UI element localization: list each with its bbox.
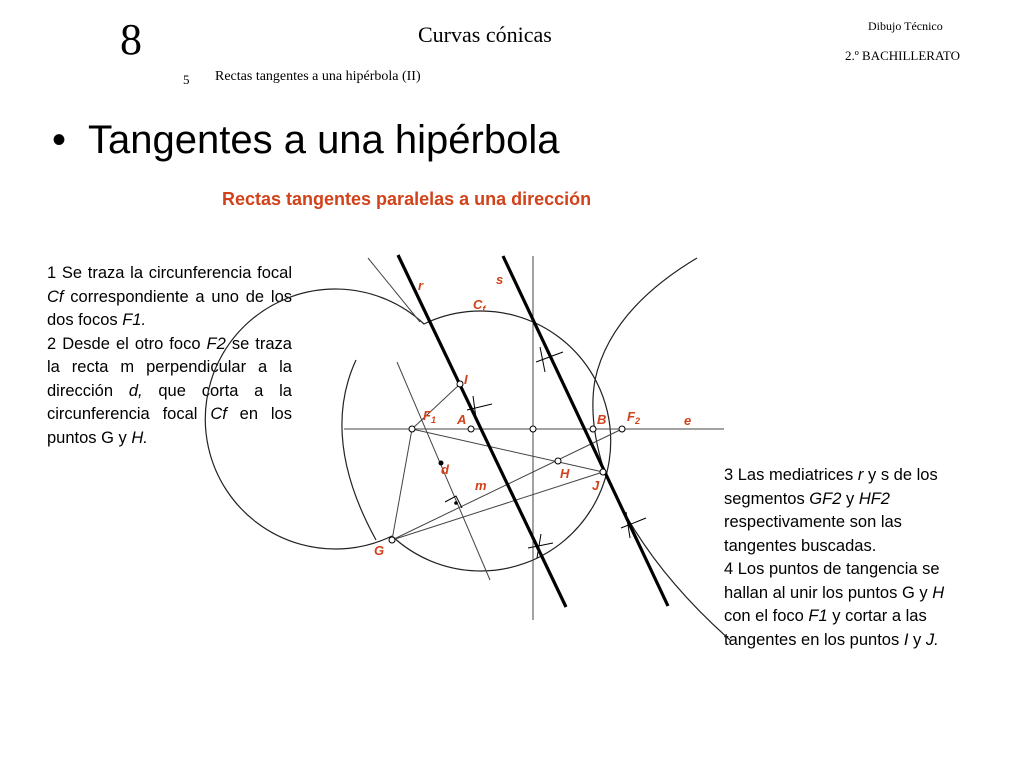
- tangent-s: [503, 256, 668, 606]
- point-f2: [619, 426, 625, 432]
- bullet-marker: •: [52, 118, 67, 162]
- helper-line-top: [368, 258, 420, 322]
- point-f1: [409, 426, 415, 432]
- chapter-number: 8: [120, 15, 142, 64]
- main-heading-text: Tangentes a una hipérbola: [88, 118, 560, 162]
- tick-mark: [540, 347, 545, 372]
- label-a: A: [457, 412, 467, 427]
- step-text: y: [841, 489, 859, 508]
- step-italic: F1.: [122, 311, 147, 329]
- point-a: [468, 426, 474, 432]
- step-text: 4 Los puntos de tangencia se hallan al unir los puntos G y: [724, 560, 940, 602]
- label-f2: [627, 409, 640, 426]
- step-italic: H.: [131, 428, 148, 447]
- label-s: s: [496, 272, 504, 287]
- label-f1-sub: 1: [430, 415, 436, 425]
- label-f2-main: F: [627, 409, 635, 424]
- sub-heading: Rectas tangentes paralelas a una dirección: [222, 189, 592, 209]
- label-e: e: [684, 413, 692, 428]
- hyperbola-left-branch: [342, 360, 376, 540]
- step-italic: Cf: [210, 405, 227, 423]
- label-f2-sub: 2: [634, 416, 640, 426]
- step-text: 2 Desde el otro foco: [47, 334, 207, 353]
- point-j: [600, 469, 606, 475]
- label-f1: [423, 408, 436, 425]
- section-title: Rectas tangentes a una hipérbola (II): [215, 69, 421, 84]
- step-italic: F1: [808, 607, 828, 625]
- step-italic: H: [932, 583, 945, 602]
- step-italic: HF2: [858, 489, 890, 508]
- step-italic: I: [903, 630, 909, 649]
- point-center: [530, 426, 536, 432]
- line-f1-g: [392, 429, 412, 540]
- step-italic: Cf: [47, 287, 64, 306]
- label-b: B: [597, 412, 607, 427]
- line-f1-i: [412, 384, 460, 429]
- step-text: correspondiente a uno de los dos focos: [47, 287, 292, 329]
- label-cf: [473, 297, 486, 314]
- point-i: [457, 381, 463, 387]
- step-italic: GF2: [809, 489, 842, 508]
- point-h: [555, 458, 561, 464]
- hyperbola-right-branch: [593, 258, 730, 640]
- label-i: I: [464, 372, 468, 387]
- step-italic: J.: [925, 630, 939, 649]
- step-text: y cortar a las tangentes en los puntos: [724, 607, 927, 649]
- label-f1-main: F: [423, 408, 431, 423]
- step-italic: d,: [128, 381, 143, 400]
- step-text: se traza la recta m perpendicular a la dirección: [47, 334, 292, 400]
- step-text: en los puntos G y: [47, 405, 292, 447]
- label-d: d: [441, 462, 449, 477]
- label-m: m: [475, 478, 487, 493]
- point-b: [590, 426, 596, 432]
- right-angle-dot: [454, 501, 458, 505]
- step-text: que corta a la circunferencia focal: [47, 381, 292, 423]
- tick-mark: [621, 518, 646, 528]
- subject-label: Dibujo Técnico: [868, 19, 943, 33]
- chapter-title: Curvas cónicas: [418, 22, 552, 47]
- segment-gf2: [392, 472, 603, 540]
- label-j: J: [592, 478, 600, 493]
- step-text: 3 Las mediatrices: [724, 466, 858, 484]
- step-text: y s de los segmentos: [724, 466, 938, 508]
- step-text: respectivamente son las tangentes buscadas.: [724, 513, 902, 555]
- course-label: 2.º BACHILLERATO: [845, 48, 961, 63]
- tick-mark: [528, 543, 553, 548]
- label-h: H: [560, 466, 570, 481]
- right-angle-marker: [445, 496, 462, 508]
- step-text: con el foco: [724, 607, 809, 625]
- step-text: y: [908, 630, 926, 649]
- label-cf-main: C: [473, 297, 483, 312]
- label-cf-sub: f: [482, 304, 486, 314]
- step-text: 1 Se traza la circunferencia focal: [47, 264, 292, 282]
- section-number: 5: [183, 72, 190, 87]
- focal-circumference: [205, 289, 610, 571]
- step-italic: F2: [206, 334, 226, 353]
- step-italic: r: [857, 466, 864, 484]
- label-r: r: [418, 278, 424, 293]
- label-g: G: [374, 543, 385, 558]
- point-g: [389, 537, 395, 543]
